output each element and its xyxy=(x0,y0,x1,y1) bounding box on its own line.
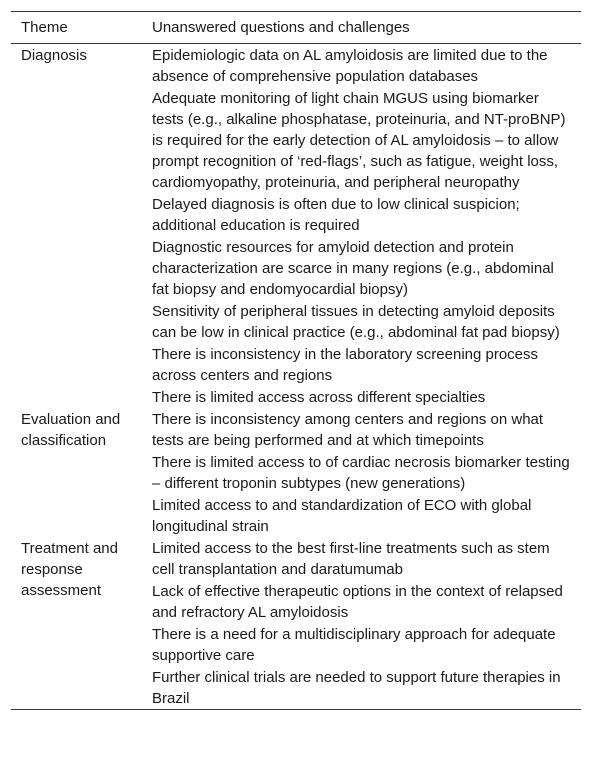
question-item: Delayed diagnosis is often due to low clinical suspicion; additional education is required xyxy=(152,196,520,234)
question-item: There is limited access to of cardiac necrosis biomarker testing – different troponin subtypes (new generations) xyxy=(152,454,570,492)
question-item: There is limited access across different specialties xyxy=(152,389,486,406)
question-item: There is inconsistency in the laboratory screening process across centers and regions xyxy=(152,346,539,384)
question-item: Sensitivity of peripheral tissues in detecting amyloid deposits can be low in clinical practice (e.g., abdominal fat pad biopsy) xyxy=(152,303,560,341)
table-body xyxy=(11,44,581,709)
theme-cell: Diagnosis xyxy=(21,47,87,64)
questions-cell xyxy=(152,44,581,408)
theme-cell: Evaluation and classification xyxy=(21,411,121,449)
table-group xyxy=(11,537,581,709)
question-item: Limited access to and standardization of ECO with global longitudinal strain xyxy=(152,497,532,535)
question-item: Further clinical trials are needed to support future therapies in Brazil xyxy=(152,669,561,707)
question-item: There is a need for a multidisciplinary approach for adequate supportive care xyxy=(152,626,556,664)
questions-cell xyxy=(152,408,581,537)
question-item: Diagnostic resources for amyloid detection and protein characterization are scarce in many regions (e.g., abdominal fat biopsy and endomyocardial biopsy) xyxy=(152,239,554,298)
questions-cell xyxy=(152,537,581,709)
header-theme: Theme xyxy=(21,19,68,36)
question-item: There is inconsistency among centers and regions on what tests are being performed and at which timepoints xyxy=(152,411,544,449)
question-item: Lack of effective therapeutic options in the context of relapsed and refractory AL amyloidosis xyxy=(152,583,563,621)
question-item: Adequate monitoring of light chain MGUS using biomarker tests (e.g., alkaline phosphatase, proteinuria, and NT-proBNP) is required for the early detection of AL amyloidosis – to allow prompt recognition of ‘red-flags’, such as fatigue, weight loss, cardiomyopathy, proteinuria, and peripheral neuropathy xyxy=(152,90,566,191)
table-group xyxy=(11,44,581,408)
theme-cell: Treatment and response assessment xyxy=(21,540,118,599)
question-item: Limited access to the best first-line treatments such as stem cell transplantation and daratumumab xyxy=(152,540,550,578)
challenges-table xyxy=(11,11,581,710)
header-questions: Unanswered questions and challenges xyxy=(152,19,410,36)
table-group xyxy=(11,408,581,537)
question-item: Epidemiologic data on AL amyloidosis are limited due to the absence of comprehensive population databases xyxy=(152,47,548,85)
table-header-row xyxy=(11,12,581,44)
